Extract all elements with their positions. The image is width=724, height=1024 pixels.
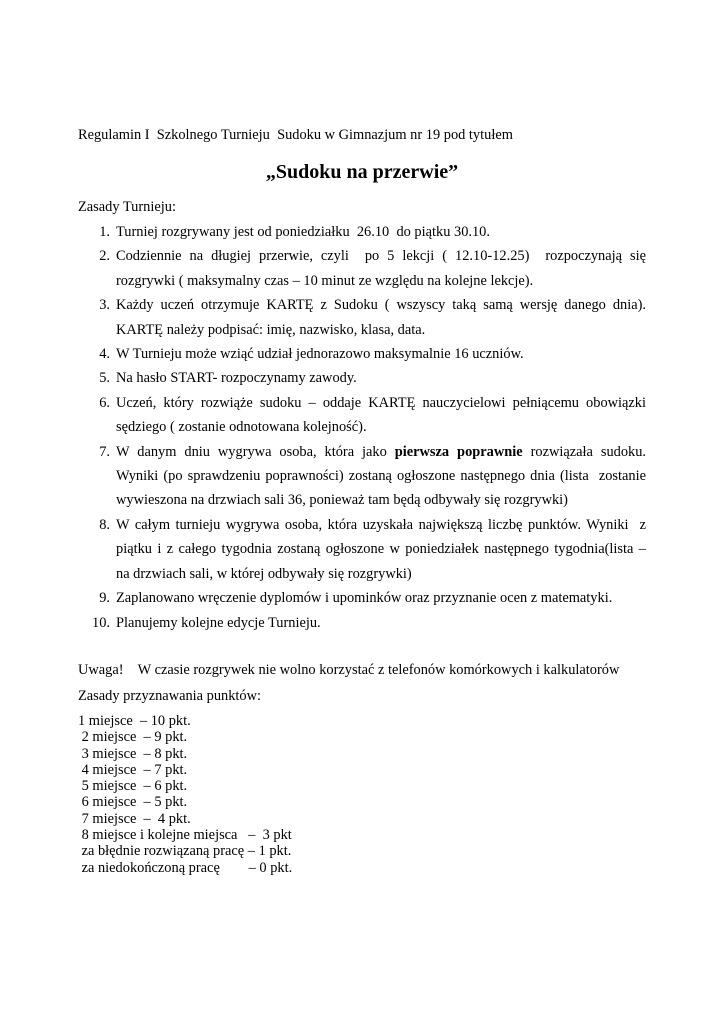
rules-list [78, 220, 654, 635]
page-title: „Sudoku na przerwie” [265, 161, 459, 183]
rule-number: 5. [99, 370, 110, 387]
points-list [78, 713, 292, 876]
points-item: 5 miejsce – 6 pkt. [78, 778, 188, 795]
rule-text: W Turnieju może wziąć udział jednorazowo maksymalnie 16 uczniów. [116, 346, 524, 363]
rule-text: Na hasło START- rozpoczynamy zawody. [116, 370, 357, 387]
rule-number: 1. [99, 224, 110, 240]
points-item: 2 miejsce – 9 pkt. [78, 729, 188, 746]
rule-item [78, 391, 650, 440]
rule-item [78, 220, 646, 244]
rule-number: 4. [99, 346, 110, 363]
rule-item [78, 342, 646, 366]
rule-text-after: rozwiązała sudoku. Wyniki (po sprawdzeniu poprawności) zostaną ogłoszone następnego dnia (lista zostanie wywieszona na drzwiach sali 36, ponieważ tam będą odbywały się rozgrywki) [116, 443, 650, 509]
rules-label: Zasady Turnieju: [78, 199, 176, 215]
rule-item [78, 244, 650, 293]
rule-item [78, 366, 646, 390]
rule-number: 2. [99, 248, 110, 265]
rule-text: Codziennie na długiej przerwie, czyli po 5 lekcji ( 12.10-12.25) rozpoczynają się rozgrywki ( maksymalny czas – 10 minut ze względu na kolejne lekcje). [116, 248, 650, 289]
rule-number: 6. [99, 394, 110, 411]
points-label: Zasady przyznawania punktów: [78, 688, 262, 704]
rule-item [78, 586, 646, 610]
points-item: 8 miejsce i kolejne miejsca – 3 pkt [78, 827, 292, 844]
rule-text: Każdy uczeń otrzymuje KARTĘ z Sudoku ( wszyscy taką samą wersję danego dnia). KARTĘ należy podpisać: imię, nazwisko, klasa, data. [116, 297, 650, 338]
rule-text: W całym turnieju wygrywa osoba, która uzyskała największą liczbę punktów. Wyniki z piątku i z całego tygodnia zostaną ogłoszone w poniedziałek następnego tygodnia(lista – na drzwiach sali, w której odbywały się rozgrywki) [116, 516, 654, 582]
rule-item [78, 293, 650, 342]
rule-number: 8. [99, 516, 110, 533]
rule-item [78, 611, 646, 635]
rule-item [78, 440, 650, 513]
rule-text: Turniej rozgrywany jest od poniedziałku 26.10 do piątku 30.10. [116, 224, 490, 240]
rule-text-before: W danym dniu wygrywa osoba, która jako [116, 443, 395, 460]
rule-item [78, 513, 654, 586]
warning-note: Uwaga! W czasie rozgrywek nie wolno korzystać z telefonów komórkowych i kalkulatorów [78, 662, 620, 678]
points-item: za niedokończoną pracę – 0 pkt. [78, 859, 293, 876]
points-item: za błędnie rozwiązaną pracę – 1 pkt. [78, 843, 292, 860]
rule-text [116, 440, 650, 513]
rule-number: 9. [99, 590, 110, 607]
rule-number: 7. [99, 443, 110, 460]
points-item: 3 miejsce – 8 pkt. [78, 745, 188, 762]
points-item: 7 miejsce – 4 pkt. [78, 810, 191, 827]
points-item: 6 miejsce – 5 pkt. [78, 794, 188, 811]
rule-text: Planujemy kolejne edycje Turnieju. [116, 614, 321, 631]
rule-number: 3. [99, 297, 110, 314]
points-item: 1 miejsce – 10 pkt. [78, 713, 191, 729]
rule-text: Uczeń, który rozwiąże sudoku – oddaje KARTĘ nauczycielowi pełniącemu obowiązki sędziego ( zostanie odnotowana kolejność). [116, 394, 650, 436]
rule-text: Zaplanowano wręczenie dyplomów i upominków oraz przyznanie ocen z matematyki. [116, 590, 613, 607]
points-item: 4 miejsce – 7 pkt. [78, 761, 188, 778]
rule-text-emphasis: pierwsza poprawnie [394, 443, 523, 460]
rule-number: 10. [92, 614, 110, 631]
document-heading: Regulamin I Szkolnego Turnieju Sudoku w Gimnazjum nr 19 pod tytułem [78, 127, 513, 143]
